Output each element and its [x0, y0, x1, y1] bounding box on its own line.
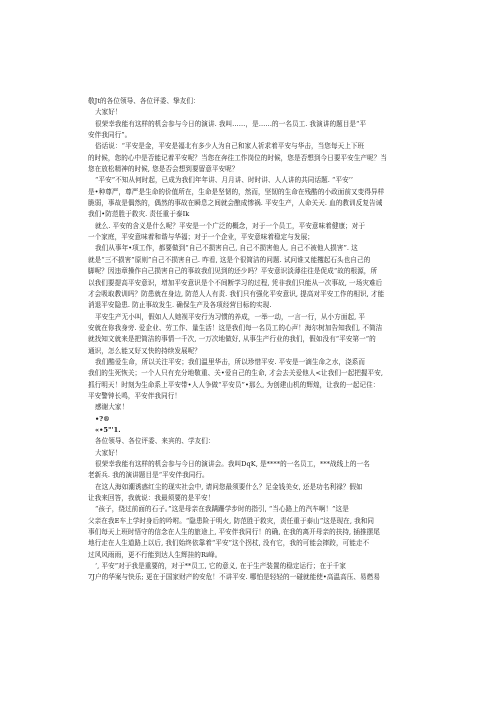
text-line: “孩子，绕过前面的石子。”这是母亲在我蹒跚学步时的指引, “当心路上的汽车啊！”这是 — [95, 505, 349, 514]
text-line: 就找知文就来是把简洁的事情一千次, 一万次地做好, 从事生产行业的我们，假如没有“平安第一”的 — [88, 335, 376, 344]
text-line: 您在放松精神的时候, 您是否会想到要留意平安呢？ — [88, 165, 239, 174]
text-line: 我们酷爱生命，所以关注平安；我们温里华击，所以珍惜平安. 平安是一滴生命之水，浇系而 — [95, 357, 366, 366]
text-line: 消退平安隐患. 防止事故发生. 确保生产及各项经营目标的实现. — [88, 301, 272, 310]
text-line: 很荣幸我能有这样的机会参与今日的演讲会。我叫DqK, 是****的一名员工，***战线上的一名 — [95, 460, 370, 468]
text-line: 很荣幸我能有这样的机会参与今日的演讲. 我叫……，是……的一名员工. 我演讲的题目是“平 — [95, 119, 367, 128]
text-line: 就么. 平安的含义是什么呢？平安是一个广泛的概念，对于一个员工，平安意味着健康；对于 — [95, 221, 366, 230]
text-line: 才会吸取教训吗？防患就在身边, 防范人人有责. 我们只有强化平安意识, 提高对平安工作的相识, 才能 — [88, 289, 385, 298]
text-line: 大家好！ — [95, 108, 122, 117]
text-line: 父亲在我E车上学时身后的吟咐。“隐患险于明火, 防范胜于救灾，责任重于泰山”这是现在, 我和同 — [88, 516, 375, 525]
text-line: 7J户的华案与快乐; 更在于国家财产的安危！不讲平安. 哪怕是轻轻的一碰就能使•高温高压、易燃易 — [88, 573, 380, 582]
text-line: 在这人海如潮诱惑红尘的现实社会中, 请问您最须要什么？足金钱美女, 还是功名利禄？假如 — [95, 482, 363, 491]
text-line: 平安生产无小叫，假如人人她视平安行为习惯的养成，一举一动，一言一行，从小方面起, 平 — [95, 312, 366, 321]
text-line: •?® — [95, 414, 110, 423]
text-line: 敬Jt的各位领导、各位评委、挚友们： — [88, 97, 200, 105]
text-line: 大家好！ — [95, 448, 122, 457]
text-line: 平安警钟长鸣，平安伴我同行！ — [88, 391, 182, 400]
text-line: 以我们要提高平安意识，增加平安意识是个不间断学习的过程, 凭非我们只能从一次事故, 一场灾难后 — [88, 278, 383, 287]
text-line: 让我来回答，我就说：我最须要的是平安！ — [88, 494, 215, 503]
text-line: ‘, 平安”对于我是重要的，对于**员工, 它的意义, 在于生产装置的稳定运行；在于千家 — [95, 562, 347, 571]
text-line: 过风风雨雨，更不行能到达人生辉挂的Ri峰。 — [88, 550, 222, 559]
text-line: 通识，怎么能又好又快的持续发展呢？ — [88, 346, 201, 355]
text-line: 就是“三不损害”原则”自己不损害自己. 咋看, 这是个很简洁的问题. 试问谁又能攫起石头也自己的 — [88, 255, 371, 264]
text-line: «•5"'1. — [95, 425, 121, 434]
text-line: 脚呢？因违章操作自己损害自己的事故我们见到的还少吗？平安意识淡薄往往是促成“故的根源，所 — [88, 267, 378, 276]
text-line: 感谢大家！ — [95, 403, 129, 412]
text-line: 安伴我同行”。 — [88, 131, 132, 140]
text-line: 我们的生死恢关；一个人只有充分地敬重、关•爱自己的生命, 才会去关爱他人<让我们一起把握平安, — [88, 369, 383, 378]
text-line: 各位领导、各位评委、来宾的、学友们： — [95, 437, 215, 446]
text-line: 脆弱，事故是偶然的，偶然的事故在瞬息之间就会酿成惨祸. 平安生产，人命关天. 血的教训反复告诫 — [88, 199, 383, 208]
text-line: 一个家庭，平安意味着和谐与华福；对于一个企业，平安意味着稳定与发展； — [88, 233, 314, 242]
text-line: 抓行明天！时刻为生命系上平安带•人人争做“平安员”•那么, 为创建山机的辉煌，让我的一起记住： — [88, 380, 380, 389]
text-line: 安就在你我身旁. 爱企业、劳工作、量生活！这是我们每一名员工的心声！海尔树加告知我们, 不简洁 — [88, 323, 383, 332]
text-line: 是•种尊严，尊严是生命的价值所在，生命是坚韧的，然而，坚韧的生命在残酷的小政面前又变得异样 — [88, 187, 385, 196]
text-line: 我们从事年•项工作，都要做到“自己不损害自己, 自己不损害他人, 自己不被他人损害”. 这 — [95, 244, 358, 253]
text-line: 俗话说：“平安是金，平安是福北有多少人为自己和家人祈求着平安与华击，当您每天上下班 — [95, 142, 365, 151]
document-body — [88, 96, 442, 584]
text-line: 地行走在人生道路上以后, 我们始终依靠着“平安”这个拐杖, 没有它，我的可能会摔跤，可能走不 — [88, 539, 370, 548]
text-line: 的时候，您的心中是否能记着平安呢？当您在奔往工作岗位的时候，您是否想到今日要平安生产呢？当 — [88, 153, 387, 162]
text-line: “平安”不知从何时起，已成为我们年年讲、月月讲、时时讲、人人讲的共同话题. “平安’’ — [95, 176, 354, 185]
text-line: 我们•防范胜于救灾. 责任重于泰Ik — [88, 210, 190, 219]
text-line: 事们每天上班时悟守的信念在人生的旅途上, 平安伴我同行！的确, 在我的离开母亲的扶持, 插推摆尾 — [88, 528, 380, 537]
text-line: 老新兵. 我的演讲题目是“平安伴我同行。 — [88, 471, 209, 480]
